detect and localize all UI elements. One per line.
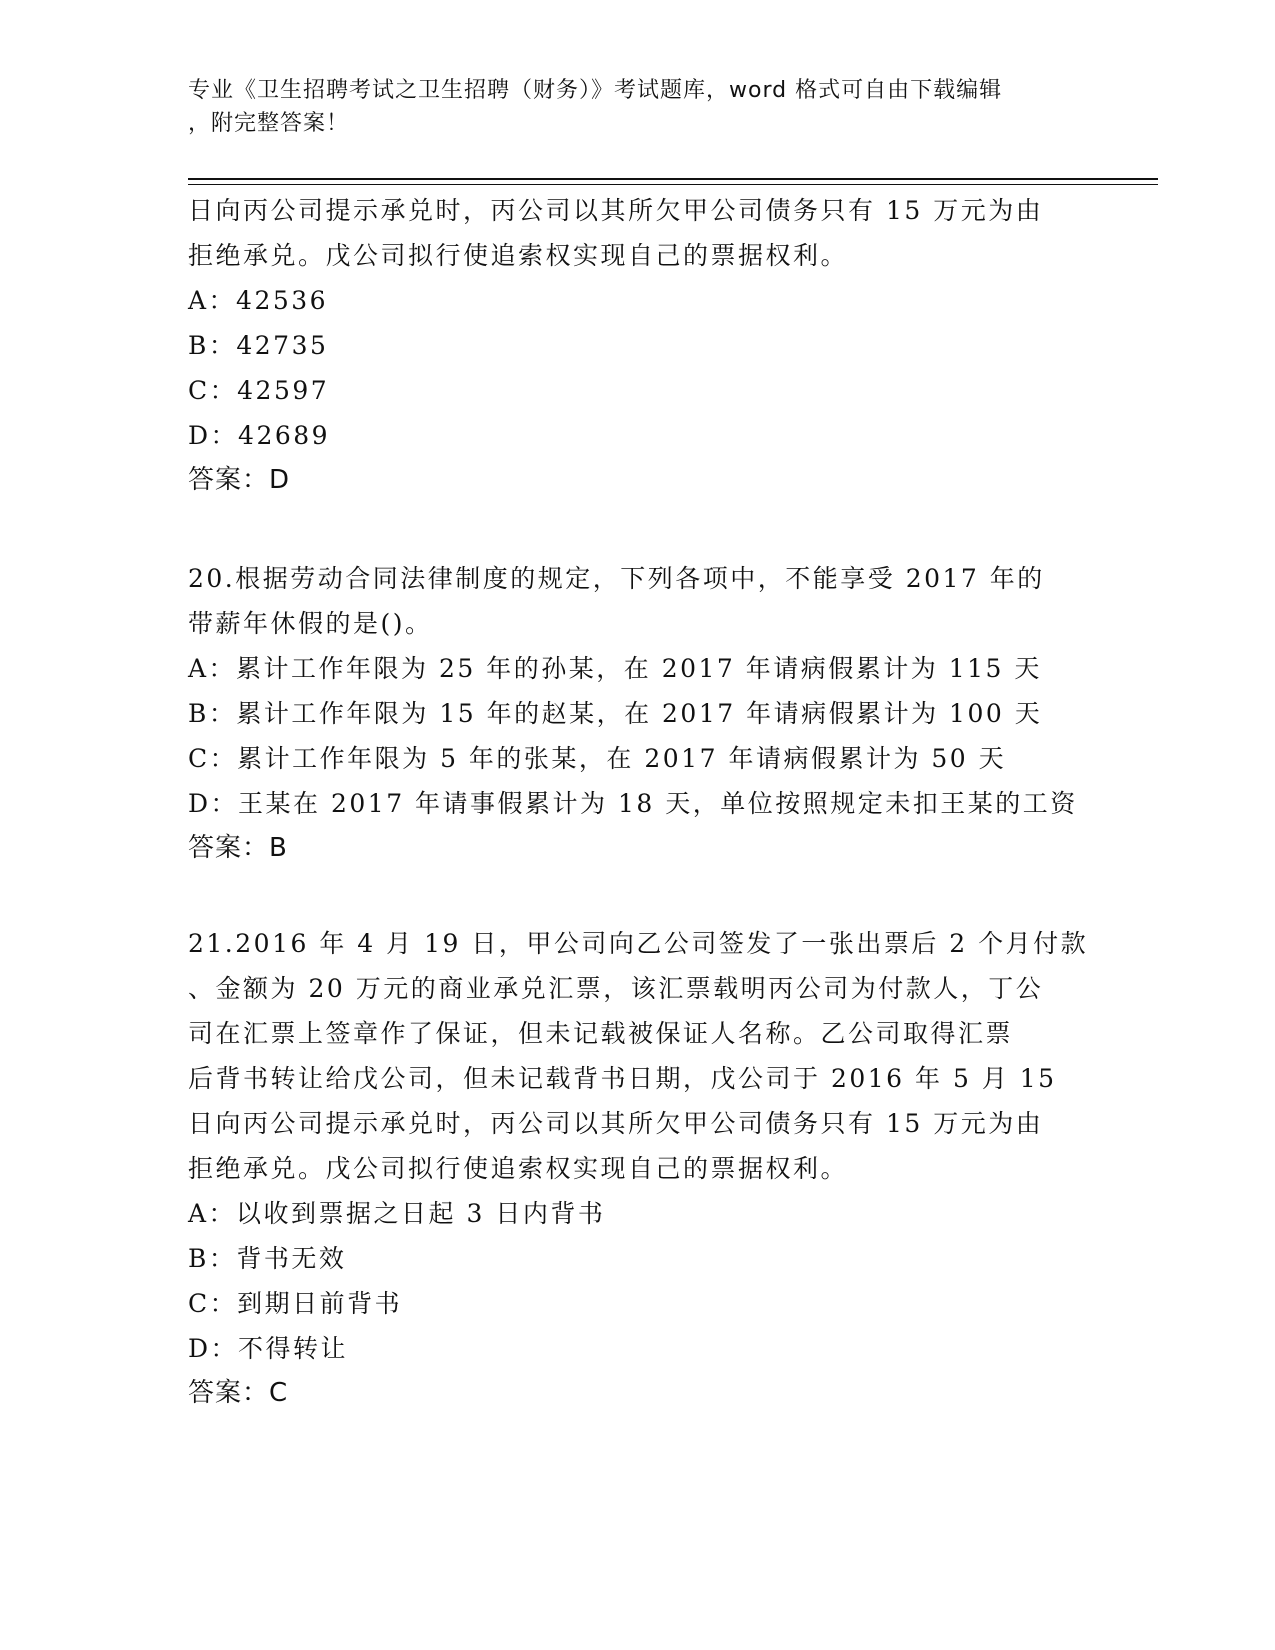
document-header: [188, 74, 1088, 140]
option-c: C：累计工作年限为 5 年的张某，在 2017 年请病假累计为 50 天: [188, 744, 1007, 773]
question-text-line: 21.2016 年 4 月 19 日，甲公司向乙公司签发了一张出票后 2 个月付款: [188, 929, 1089, 958]
option-b: B：42735: [188, 331, 329, 360]
option-d: D：王某在 2017 年请事假累计为 18 天，单位按照规定未扣王某的工资: [188, 789, 1078, 818]
header-line-1: 专业《卫生招聘考试之卫生招聘（财务）》考试题库，word 格式可自由下载编辑: [188, 78, 1003, 103]
option-c: C：42597: [188, 376, 330, 405]
question-text-line: 带薪年休假的是()。: [188, 609, 433, 638]
option-a: A：以收到票据之日起 3 日内背书: [188, 1199, 606, 1228]
answer-line: 答案：D: [188, 465, 291, 495]
answer-line: 答案：C: [188, 1378, 289, 1408]
option-d: D：42689: [188, 421, 331, 450]
option-a: A：累计工作年限为 25 年的孙某，在 2017 年请病假累计为 115 天: [188, 654, 1042, 683]
header-line-2: ，附完整答案！: [188, 111, 350, 136]
header-divider: [188, 178, 1158, 185]
question-text-line: 后背书转让给戊公司，但未记载背书日期，戊公司于 2016 年 5 月 15: [188, 1064, 1057, 1093]
option-b: B：累计工作年限为 15 年的赵某，在 2017 年请病假累计为 100 天: [188, 699, 1043, 728]
question-text-line: 20.根据劳动合同法律制度的规定，下列各项中，不能享受 2017 年的: [188, 564, 1045, 593]
answer-line: 答案：B: [188, 833, 288, 863]
question-text-line: 司在汇票上签章作了保证，但未记载被保证人名称。乙公司取得汇票: [188, 1019, 1014, 1048]
question-21: [188, 921, 1088, 1416]
option-b: B：背书无效: [188, 1244, 347, 1273]
option-a: A：42536: [188, 286, 329, 315]
question-text-line: 日向丙公司提示承兑时，丙公司以其所欠甲公司债务只有 15 万元为由: [188, 1109, 1044, 1138]
question-20: [188, 556, 1078, 871]
question-continued: [188, 188, 1043, 503]
question-text-line: 拒绝承兑。戊公司拟行使追索权实现自己的票据权利。: [188, 241, 849, 270]
option-c: C：到期日前背书: [188, 1289, 403, 1318]
option-d: D：不得转让: [188, 1334, 349, 1363]
question-text-line: 日向丙公司提示承兑时，丙公司以其所欠甲公司债务只有 15 万元为由: [188, 196, 1044, 225]
question-text-line: 拒绝承兑。戊公司拟行使追索权实现自己的票据权利。: [188, 1154, 849, 1183]
question-text-line: 、金额为 20 万元的商业承兑汇票，该汇票载明丙公司为付款人，丁公: [188, 974, 1044, 1003]
